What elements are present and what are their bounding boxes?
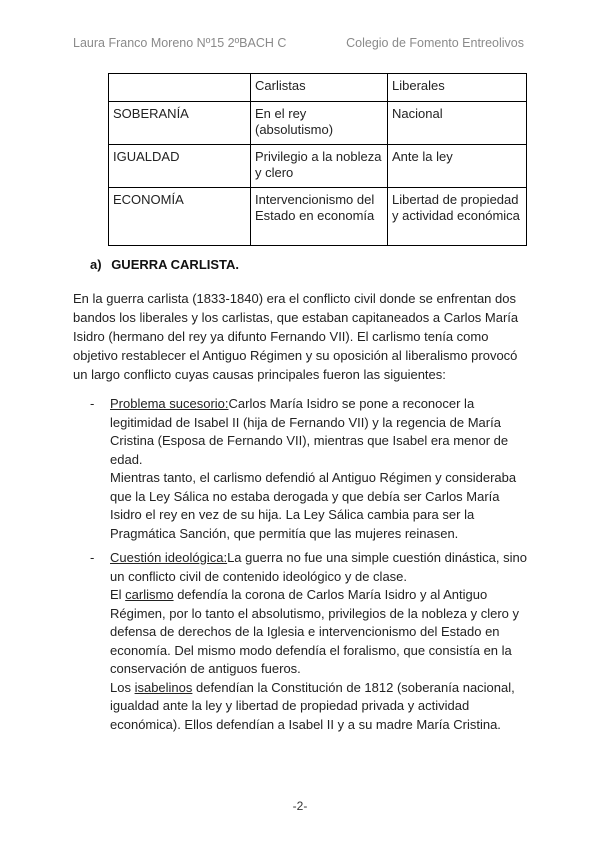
comparison-table	[108, 73, 527, 246]
section-heading	[90, 257, 239, 272]
table-cell: ECONOMÍA	[109, 188, 251, 246]
table-cell: Nacional	[388, 102, 527, 145]
table-header-cell	[109, 74, 251, 102]
isabelinos-prefix: Los	[110, 679, 135, 695]
carlismo-term: carlismo	[125, 587, 174, 602]
carlismo-paragraph	[110, 586, 530, 679]
cause-text: Carlos María Isidro se pone a reconocer la legitimidad de Isabel II (hija de Fernando VII) y la regencia de María Cristina (Esposa de Fernando VII), mientras que Isabel era menor de edad.	[110, 396, 509, 467]
table-cell: Privilegio a la nobleza y clero	[251, 145, 388, 188]
cause-text: La guerra no fue una simple cuestión dinástica, sino un conflicto civil de contenido ideológico y de clase.	[110, 550, 527, 584]
isabelinos-term: isabelinos	[134, 679, 193, 695]
header-author: Laura Franco Moreno Nº15 2ºBACH C	[73, 36, 287, 50]
cause-title: Cuestión ideológica:	[110, 550, 228, 565]
table-header-cell: Carlistas	[251, 74, 388, 102]
table-row	[109, 145, 527, 188]
table-cell: Ante la ley	[388, 145, 527, 188]
carlismo-prefix: El	[110, 587, 126, 602]
header-school: Colegio de Fomento Entreolivos	[346, 36, 524, 50]
section-number: a)	[90, 257, 102, 272]
list-item	[90, 549, 530, 734]
table-row	[109, 188, 527, 246]
list-item-text	[110, 395, 530, 469]
list-bullet: -	[90, 550, 95, 565]
list-bullet: -	[90, 396, 95, 411]
table-cell: En el rey (absolutismo)	[251, 102, 388, 145]
carlismo-text: defendía la corona de Carlos María Isidro y al Antiguo Régimen, por lo tanto el absolutismo, privilegios de la nobleza y clero y defensa de derechos de la Iglesia e intervencionismo del Estado en economía. Del mismo modo defendía el foralismo, que consistía en la conservación de antiguos fueros.	[110, 587, 519, 676]
table-cell: SOBERANÍA	[109, 102, 251, 145]
table-cell: IGUALDAD	[109, 145, 251, 188]
list-item-text	[110, 549, 530, 586]
section-title: GUERRA CARLISTA.	[111, 257, 240, 272]
table-header-cell: Liberales	[388, 74, 527, 102]
cause-text-continued: Mientras tanto, el carlismo defendió al Antiguo Régimen y consideraba que la Ley Sálica no estaba derogada y que debía ser Carlos María Isidro el rey en vez de su hija. La Ley Sálica cambia para ser la Pragmática Sanción, que permitía que las mujeres reinasen.	[110, 470, 517, 541]
list-item	[90, 395, 530, 543]
page-header	[73, 36, 524, 50]
intro-paragraph: En la guerra carlista (1833-1840) era el conflicto civil donde se enfrentan dos bandos los liberales y los carlistas, que estaban capitaneados a Carlos María Isidro (hermano del rey ya difunto Fernando VII). El carlismo tenía como objetivo restablecer el Antiguo Régimen y su oposición al liberalismo provocó un largo conflicto cuyas causas principales fueron las siguientes:	[73, 291, 519, 382]
table-cell: Libertad de propiedad y actividad económica	[388, 188, 527, 246]
table-cell: Intervencionismo del Estado en economía	[251, 188, 388, 246]
page-number: -2-	[292, 799, 308, 813]
isabelinos-text: defendían la Constitución de 1812 (soberanía nacional, igualdad ante la ley y libertad de propiedad privada y actividad económica). Ellos defendían a Isabel II y a su madre María Cristina.	[110, 679, 515, 732]
table-header-row	[109, 74, 527, 102]
table-row	[109, 102, 527, 145]
isabelinos-paragraph	[110, 679, 530, 735]
cause-title: Problema sucesorio:	[110, 396, 229, 411]
